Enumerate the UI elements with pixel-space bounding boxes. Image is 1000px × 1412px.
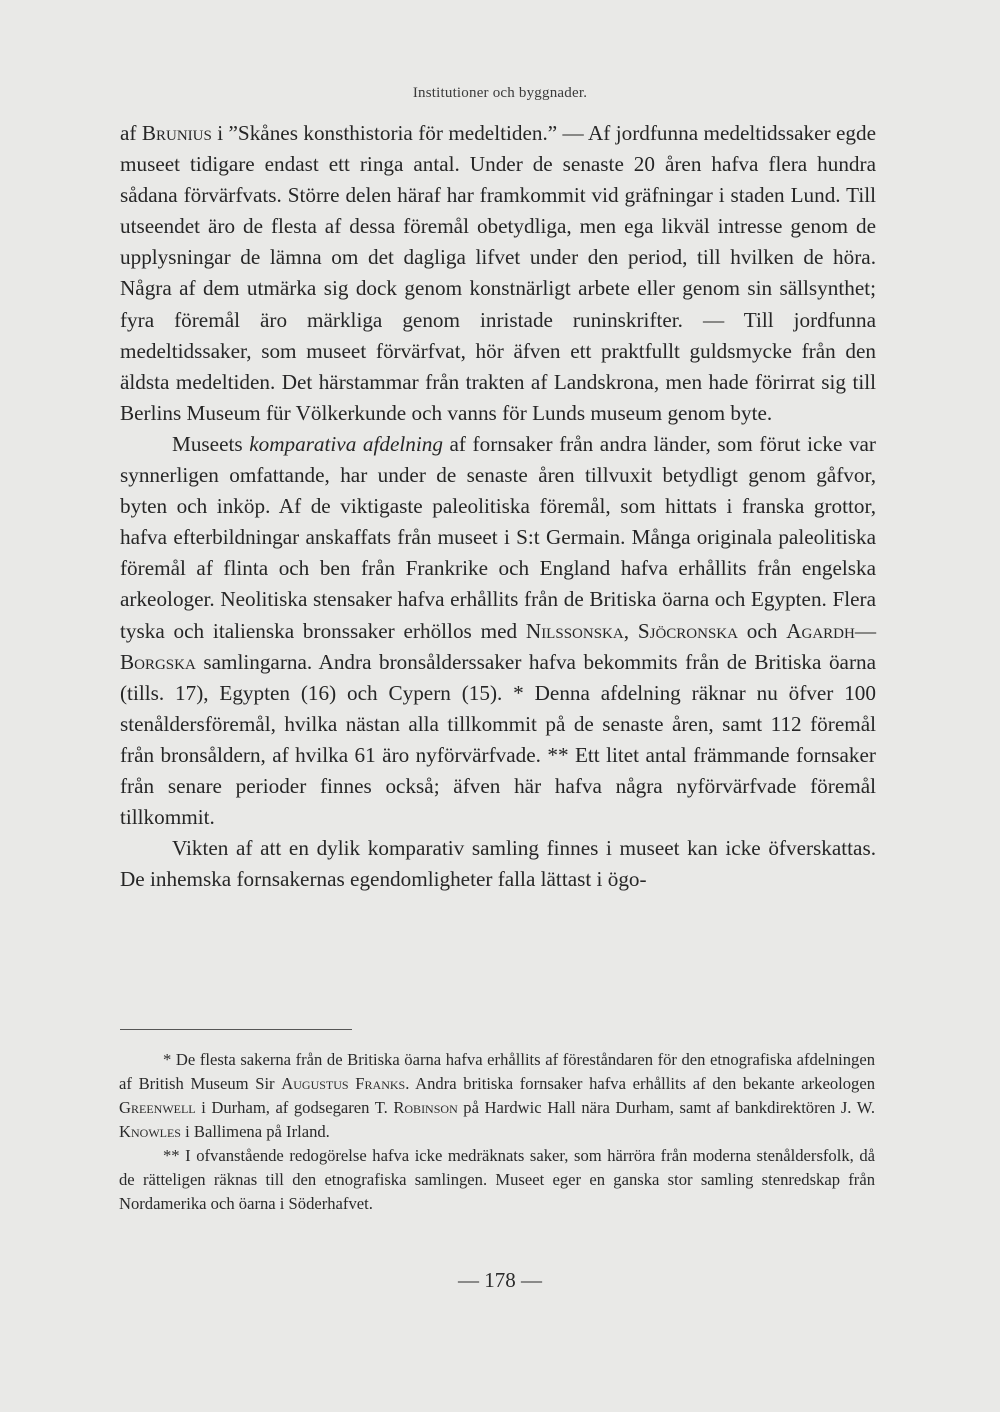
text-span: i Durham, af godsegaren T. (195, 1098, 394, 1117)
text-span: af (120, 121, 142, 145)
footnote-rule (120, 1029, 352, 1030)
text-span: och (737, 618, 787, 643)
paragraph-1 (120, 118, 876, 429)
person-name: Brunius (141, 121, 212, 145)
text-span: Museets (172, 431, 250, 456)
person-name: Agardh (786, 618, 855, 643)
page-number: — 178 — (458, 1268, 542, 1292)
person-name: Augustus Franks (281, 1074, 406, 1093)
paragraph-2 (120, 429, 876, 833)
person-name: Borgska (120, 649, 196, 674)
person-name: Nilssonska (525, 618, 624, 643)
text-span: af fornsaker från andra länder, som förut icke var synnerligen omfattande, har under de senaste åren tillvuxit betydligt genom gåfvor, byten och inköp. Af de viktigaste paleolitiska föremål, som hittats i franska grottor, hafva efterbildningar anskaffats från museet i S:t Germain. Många originala paleolitiska föremål af flinta och ben från Frankrike och England hafva erhållits från engelska arkeologer. Neolitiska stensaker hafva erhållits från de Britiska öarna och Egypten. Flera tyska och italienska bronssaker erhöllos med (120, 431, 876, 643)
text-span: , (623, 618, 638, 643)
footnote-1 (119, 1048, 875, 1144)
person-name: Knowles (119, 1122, 181, 1141)
text-span: på Hardwic Hall nära Durham, samt af bankdirektören J. W. (457, 1098, 875, 1117)
footnote-2: ** I ofvanstående redogörelse hafva icke medräknats saker, som härröra från moderna stenåldersfolk, då de rätteligen räknas till den etnografiska samlingen. Museet eger en ganska stor samling stenredskap från Nordamerika och öarna i Söderhafvet. (119, 1146, 875, 1213)
footnotes (119, 1048, 875, 1216)
emphasis: komparativa afdelning (249, 431, 443, 456)
text-span: . Andra britiska fornsaker hafva erhållits af den bekante arkeologen (405, 1074, 875, 1093)
person-name: Sjöcronska (637, 618, 738, 643)
text-span: i ”Skånes konsthistoria för medeltiden.” — Af jordfunna medeltidssaker egde museet tidigare endast ett ringa antal. Under de senaste 20 åren hafva flera hundra sådana förvärfvats. Större delen häraf har framkommit vid gräfningar i staden Lund. Till utseendet äro de flesta af dessa föremål obetydliga, men ega likväl intresse genom de upplysningar de lämna om det dagliga lifvet under den period, till hvilken de höra. Några af dem utmärka sig dock genom konstnärligt arbete eller genom sin sällsynthet; fyra föremål äro märkliga genom inristade runinskrifter. — Till jordfunna medeltidssaker, som museet förvärfvat, hör äfven ett praktfullt guldsmycke från den äldsta medeltiden. Det härstammar från trakten af Landskrona, men hade förirrat sig till Berlins Museum für Völkerkunde och vanns för Lunds museum genom byte. (120, 121, 876, 425)
text-span: i Ballimena på Irland. (180, 1122, 330, 1141)
main-text (120, 118, 876, 895)
text-span: — (854, 618, 877, 643)
paragraph-3: Vikten af att en dylik komparativ samling finnes i museet kan icke öfverskattas. De inhemska fornsakernas egendomligheter falla lättast i ögo- (120, 836, 876, 892)
running-header: Institutioner och byggnader. (412, 85, 588, 101)
text-span: samlingarna. Andra bronsålderssaker hafva bekommits från de Britiska öarna (tills. 17), Egypten (16) och Cypern (15). * Denna afdelning räknar nu öfver 100 stenåldersföremål, hvilka nästan alla tillkommit på de senaste åren, samt 112 föremål från bronsåldern, af hvilka 61 äro nyförvärfvade. ** Ett litet antal främmande fornsaker från senare perioder finnes också; äfven här hafva några nyförvärfvade föremål tillkommit. (120, 649, 876, 830)
person-name: Greenwell (119, 1098, 196, 1117)
text-span: * De flesta sakerna från de Britiska öarna hafva erhållits af föreståndaren för den etnografiska afdelningen af British Museum Sir (119, 1050, 875, 1093)
person-name: Robinson (393, 1098, 458, 1117)
